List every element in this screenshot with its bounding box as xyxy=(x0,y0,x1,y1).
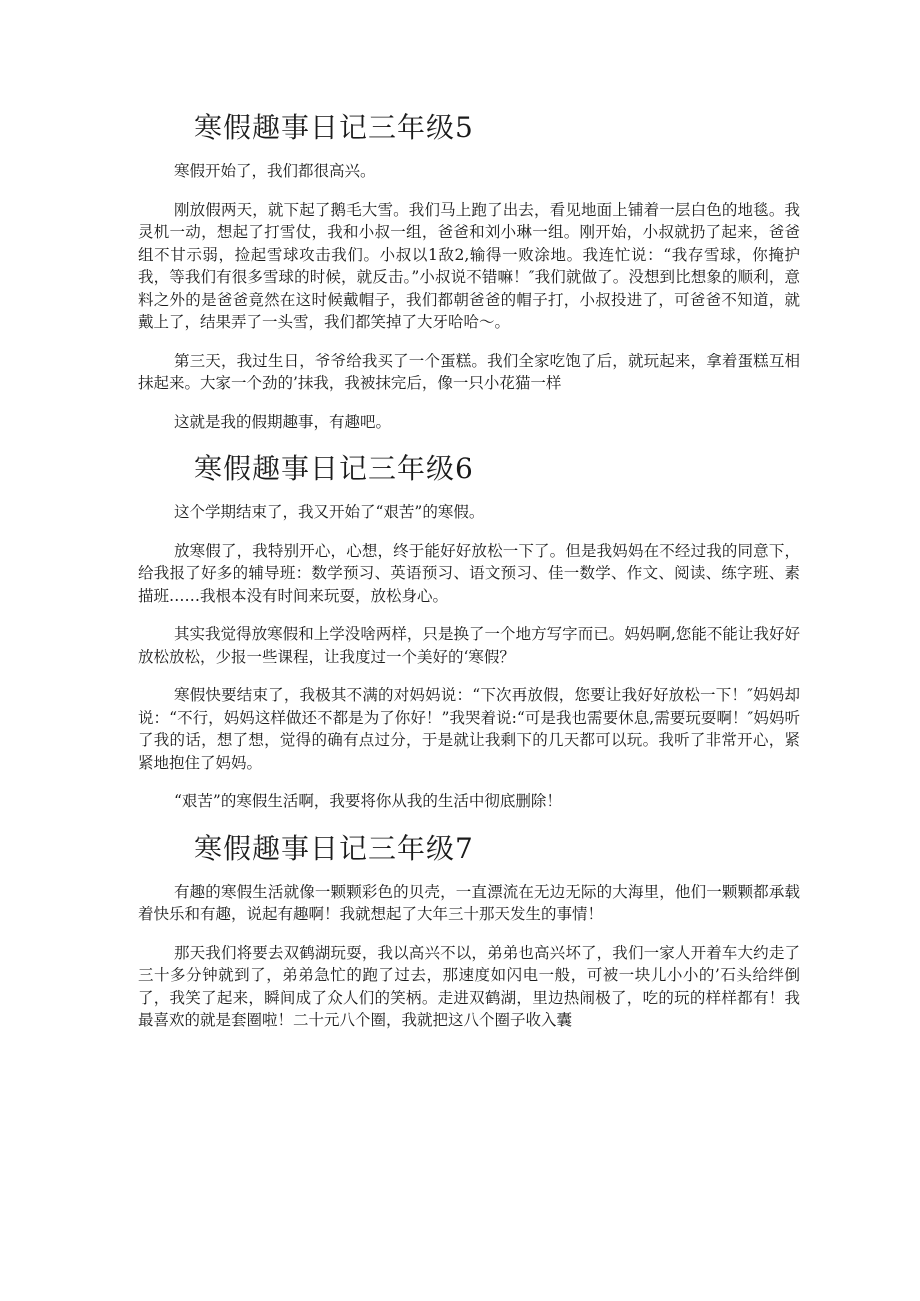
diary-section-6 xyxy=(138,449,800,813)
paragraph: 第三天，我过生日，爷爷给我买了一个蛋糕。我们全家吃饱了后，就玩起来，拿着蛋糕互相抹起来。大家一个劲的’抹我，我被抹完后，像一只小花猫一样 xyxy=(138,351,800,392)
paragraph: 寒假快要结束了，我极其不满的对妈妈说：“下次再放假，您要让我好好放松一下！″妈妈却说：“不行，妈妈这样做还不都是为了你好！”我哭着说:“可是我也需要休息,需要玩耍啊！″妈妈听了我的话，想了想，觉得的确有点过分，于是就让我剩下的几天都可以玩。我听了非常开心，紧紧地抱住了妈妈。 xyxy=(138,686,800,772)
section-title: 寒假趣事日记三年级7 xyxy=(194,831,474,865)
paragraph: 有趣的寒假生活就像一颗颗彩色的贝壳，一直漂流在无边无际的大海里，他们一颗颗都承载着快乐和有趣，说起有趣啊！我就想起了大年三十那天发生的事情！ xyxy=(138,882,800,923)
paragraph: 这就是我的假期趣事，有趣吧。 xyxy=(174,412,392,431)
paragraph: “艰苦”的寒假生活啊，我要将你从我的生活中彻底删除！ xyxy=(174,792,562,810)
paragraph: 这个学期结束了，我又开始了“艰苦”的寒假。 xyxy=(174,503,485,521)
section-title: 寒假趣事日记三年级5 xyxy=(194,111,474,144)
paragraph: 寒假开始了，我们都很高兴。 xyxy=(174,162,376,180)
document-content xyxy=(138,108,800,1048)
diary-section-7 xyxy=(138,829,800,1032)
paragraph: 其实我觉得放寒假和上学没啥两样，只是换了一个地方写字而已。妈妈啊,您能不能让我好好放松放松，少报一些课程，让我度过一个美好的‘寒假？ xyxy=(138,625,800,666)
section-title: 寒假趣事日记三年级6 xyxy=(194,452,474,485)
paragraph: 那天我们将要去双鹤湖玩耍，我以高兴不以，弟弟也高兴坏了，我们一家人开着车大约走了三十多分钟就到了，弟弟急忙的跑了过去，那速度如闪电一般，可被一块儿小小的’石头给绊倒了，我笑了起来，瞬间成了众人们的笑柄。走进双鹤湖，里边热闹极了，吃的玩的样样都有！我最喜欢的就是套圈啦！二十元八个圈，我就把这八个圈子收入囊 xyxy=(138,943,800,1029)
paragraph: 刚放假两天，就下起了鹅毛大雪。我们马上跑了出去，看见地面上铺着一层白色的地毯。我灵机一动，想起了打雪仗，我和小叔一组，爸爸和刘小琳一组。刚开始，小叔就扔了起来，爸爸组不甘示弱，捡起雪球攻击我们。小叔以1敌2,输得一败涂地。我连忙说：“我存雪球，你掩护我，等我们有很多雪球的时候，就反击。”小叔说不错嘛！″我们就做了。没想到比想象的顺利，意料之外的是爸爸竟然在这时候戴帽子，我们都朝爸爸的帽子打，小叔投进了，可爸爸不知道，就戴上了，结果弄了一头雪，我们都笑掉了大牙哈哈～。 xyxy=(138,200,800,331)
diary-section-5 xyxy=(138,108,800,433)
paragraph: 放寒假了，我特别开心，心想，终于能好好放松一下了。但是我妈妈在不经过我的同意下，给我报了好多的辅导班：数学预习、英语预习、语文预习、佳一数学、作文、阅读、练字班、素描班……我根本没有时间来玩耍，放松身心。 xyxy=(138,541,800,605)
